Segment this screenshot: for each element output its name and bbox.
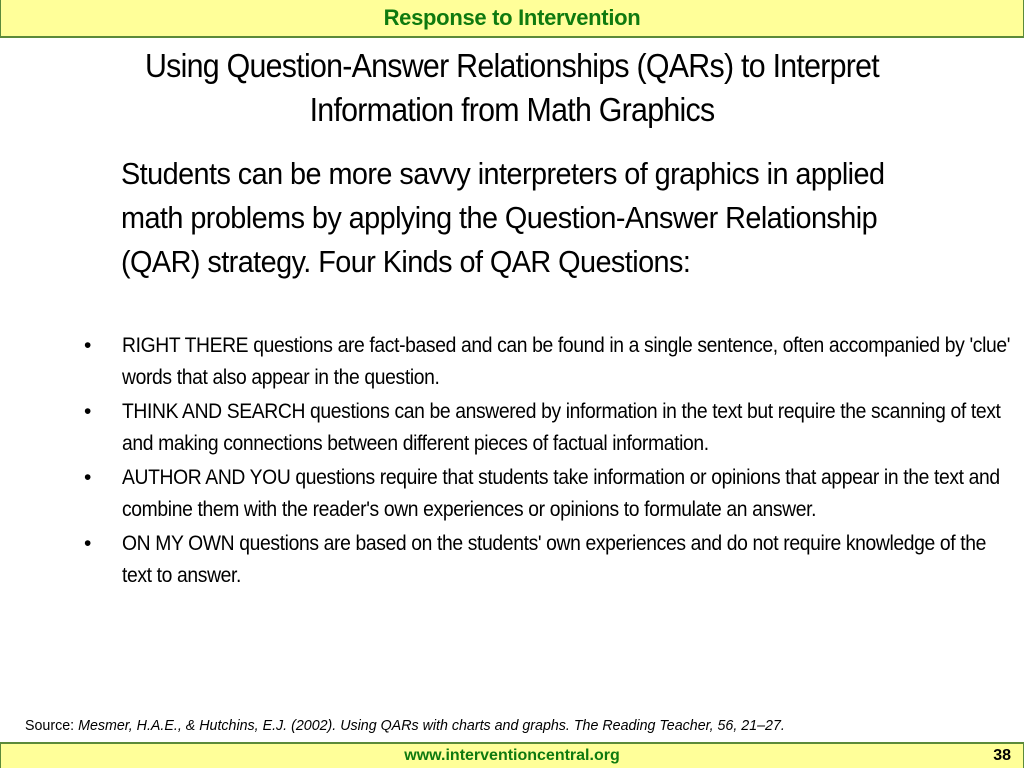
bullet-item-think-and-search	[84, 396, 1024, 460]
bullet-marker: •	[84, 400, 91, 423]
slide-title	[78, 44, 946, 132]
source-label: Source:	[25, 717, 79, 734]
source-reference: Mesmer, H.A.E., & Hutchins, E.J. (2002). Using QARs with charts and graphs. The Reading Teacher, 56, 21–27.	[78, 717, 785, 734]
bullet-marker: •	[84, 532, 91, 555]
bullet-text: RIGHT THERE questions are fact-based and can be found in a single sentence, often accompanied by 'clue' words that also appear in the question.	[122, 334, 1011, 389]
bullet-item-author-and-you	[84, 462, 1024, 526]
header-banner	[0, 0, 1024, 38]
footer-website-link[interactable]: www.interventioncentral.org	[404, 747, 620, 764]
bullet-item-right-there	[84, 330, 1024, 394]
slide-title-line-1: Using Question-Answer Relationships (QARs) to Interpret	[144, 47, 880, 84]
bullet-text: THINK AND SEARCH questions can be answered by information in the text but require the scanning of text and making connections between different pieces of factual information.	[122, 400, 1001, 455]
page-number: 38	[993, 747, 1011, 764]
qar-bullet-list	[84, 330, 1024, 594]
intro-paragraph: Students can be more savvy interpreters of graphics in applied math problems by applying the Question-Answer Relationship (QAR) strategy. Four Kinds of QAR Questions:	[121, 156, 885, 279]
footer-banner	[0, 742, 1024, 768]
bullet-marker: •	[84, 466, 91, 489]
bullet-text: ON MY OWN questions are based on the students' own experiences and do not require knowledge of the text to answer.	[122, 532, 987, 587]
header-title: Response to Intervention	[383, 5, 641, 30]
source-citation	[25, 717, 966, 735]
bullet-text: AUTHOR AND YOU questions require that students take information or opinions that appear in the text and combine them with the reader's own experiences or opinions to formulate an answer.	[122, 466, 1000, 521]
bullet-item-on-my-own	[84, 528, 1024, 592]
slide-title-line-2: Information from Math Graphics	[309, 91, 715, 128]
bullet-marker: •	[84, 334, 91, 357]
